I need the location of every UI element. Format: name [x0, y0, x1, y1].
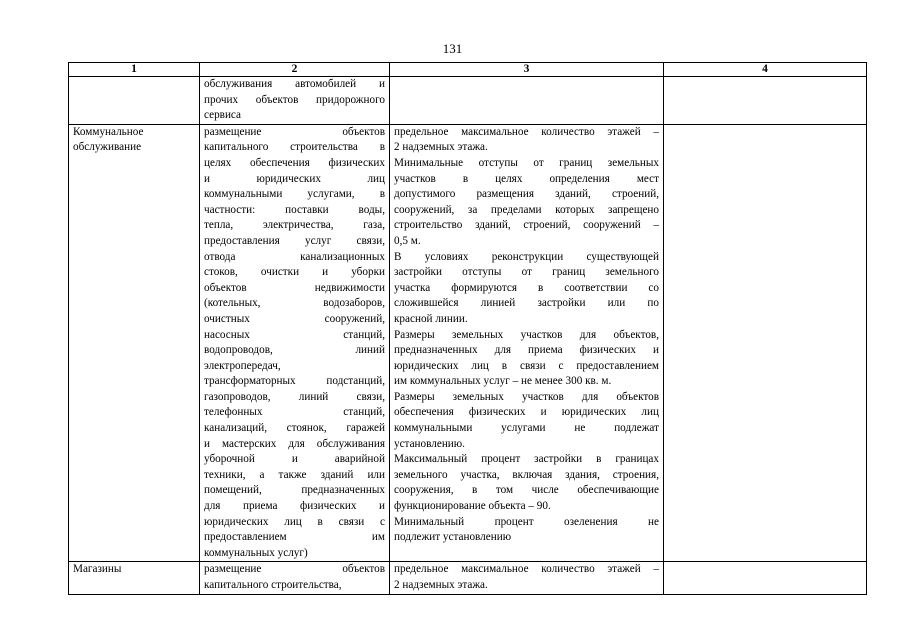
cell-line: 0,5 м. [394, 234, 421, 247]
cell-line: отвода канализационных [204, 250, 385, 263]
cell-line: Размеры земельных участков для объектов, [394, 328, 659, 341]
cell-col4 [664, 562, 867, 594]
cell-line: Размеры земельных участков для объектов [394, 390, 659, 403]
cell-line: земельного участка, включая здания, строения, [394, 468, 659, 481]
cell-col2 [200, 124, 390, 562]
cell-col4 [664, 124, 867, 562]
cell-line: участка формируются в соответствии со [394, 281, 659, 294]
cell-line: насосных станций, [204, 328, 385, 341]
cell-line: канализаций, стоянок, гаражей [204, 422, 385, 435]
cell-col4 [664, 77, 867, 125]
cell-line: помещений, предназначенных [204, 484, 385, 497]
cell-line: функционирование объекта – 90. [394, 500, 551, 513]
cell-line: и юридических лиц [204, 172, 385, 185]
cell-line: юридических лиц в связи с [204, 515, 385, 528]
row-continued [69, 77, 867, 125]
cell-line: телефонных станций, [204, 406, 385, 419]
cell-line: допустимого размещения зданий, строений, [394, 188, 659, 201]
cell-line: предельное максимальное количество этажей – [394, 563, 659, 576]
cell-line: коммунальными услугами, в [204, 188, 385, 201]
cell-line: частности: поставки воды, [204, 203, 385, 216]
header-cell-2: 2 [200, 63, 390, 77]
cell-line: 2 надземных этажа. [394, 579, 488, 591]
cell-line: предельное максимальное количество этажей – [394, 125, 659, 138]
cell-line: Коммунальное [73, 125, 144, 138]
cell-line: 2 надземных этажа. [394, 141, 488, 154]
cell-col1 [69, 562, 200, 594]
header-cell-3: 3 [390, 63, 664, 77]
cell-line: обслуживание [73, 141, 142, 154]
cell-line: электропередач, [204, 359, 281, 372]
row-communal-services [69, 124, 867, 562]
cell-line: обслуживания автомобилей и [204, 78, 385, 90]
header-cell-1: 1 [69, 63, 200, 77]
cell-line: юридических лиц в связи с предоставлением [394, 359, 659, 372]
cell-line: и мастерских для обслуживания [204, 437, 385, 450]
cell-line: Магазины [73, 563, 122, 576]
cell-line: для приема физических и [204, 500, 385, 513]
cell-line: техники, а также зданий или [204, 468, 385, 481]
cell-line: им коммунальных услуг – не менее 300 кв. м. [394, 375, 612, 388]
cell-line: предназначенных для приема физических и [394, 344, 659, 357]
cell-line: (котельных, водозаборов, [204, 297, 385, 310]
cell-col1 [69, 124, 200, 562]
cell-line: В условиях реконструкции существующей [394, 250, 659, 263]
cell-line: сложившейся линией застройки или по [394, 297, 659, 310]
page-number: 131 [442, 41, 463, 56]
cell-line: прочих объектов придорожного [204, 93, 385, 106]
cell-line: строительство зданий, строений, сооружений – [394, 219, 659, 232]
cell-line: Минимальный процент озеленения не [394, 515, 659, 528]
land-use-table [68, 62, 867, 595]
cell-line: участков в целях определения мест [394, 172, 659, 185]
cell-line: трансформаторных подстанций, [204, 375, 385, 388]
cell-line: тепла, электричества, газа, [204, 219, 385, 232]
cell-line: коммунальных услуг) [204, 546, 308, 559]
cell-line: Минимальные отступы от границ земельных [394, 156, 659, 169]
cell-line: размещение объектов [204, 563, 385, 576]
cell-line: установлению. [394, 437, 465, 450]
table-header-row [69, 63, 867, 77]
cell-col3 [390, 124, 664, 562]
cell-line: предоставления услуг связи, [204, 234, 385, 247]
header-cell-4: 4 [664, 63, 867, 77]
cell-line: целях обеспечения физических [204, 156, 385, 169]
cell-line: обеспечения физических и юридических лиц [394, 406, 659, 419]
cell-line: объектов недвижимости [204, 281, 385, 294]
cell-line: уборочной и аварийной [204, 453, 385, 466]
cell-line: очистных сооружений, [204, 312, 385, 325]
cell-col3 [390, 77, 664, 125]
cell-line: газопроводов, линий связи, [204, 390, 385, 403]
cell-line: подлежит установлению [394, 531, 512, 544]
cell-line: застройки отступы от границ земельного [394, 266, 659, 279]
cell-line: сооружения, в том числе обеспечивающие [394, 484, 659, 497]
cell-line: красной линии. [394, 312, 468, 325]
cell-line: капитального строительства, [204, 579, 342, 591]
cell-col2 [200, 77, 390, 125]
cell-line: сооружений, за пределами которых запрещено [394, 203, 659, 216]
cell-line: стоков, очистки и уборки [204, 266, 385, 279]
cell-line: предоставлением им [204, 531, 385, 544]
row-shops [69, 562, 867, 594]
cell-col2 [200, 562, 390, 594]
cell-line: водопроводов, линий [204, 344, 385, 357]
cell-line: капитального строительства в [204, 141, 385, 154]
cell-line: сервиса [204, 109, 241, 122]
cell-line: Максимальный процент застройки в границах [394, 453, 659, 466]
cell-line: коммунальными услугами не подлежат [394, 422, 659, 435]
cell-col1 [69, 77, 200, 125]
cell-line: размещение объектов [204, 125, 385, 138]
cell-col3 [390, 562, 664, 594]
